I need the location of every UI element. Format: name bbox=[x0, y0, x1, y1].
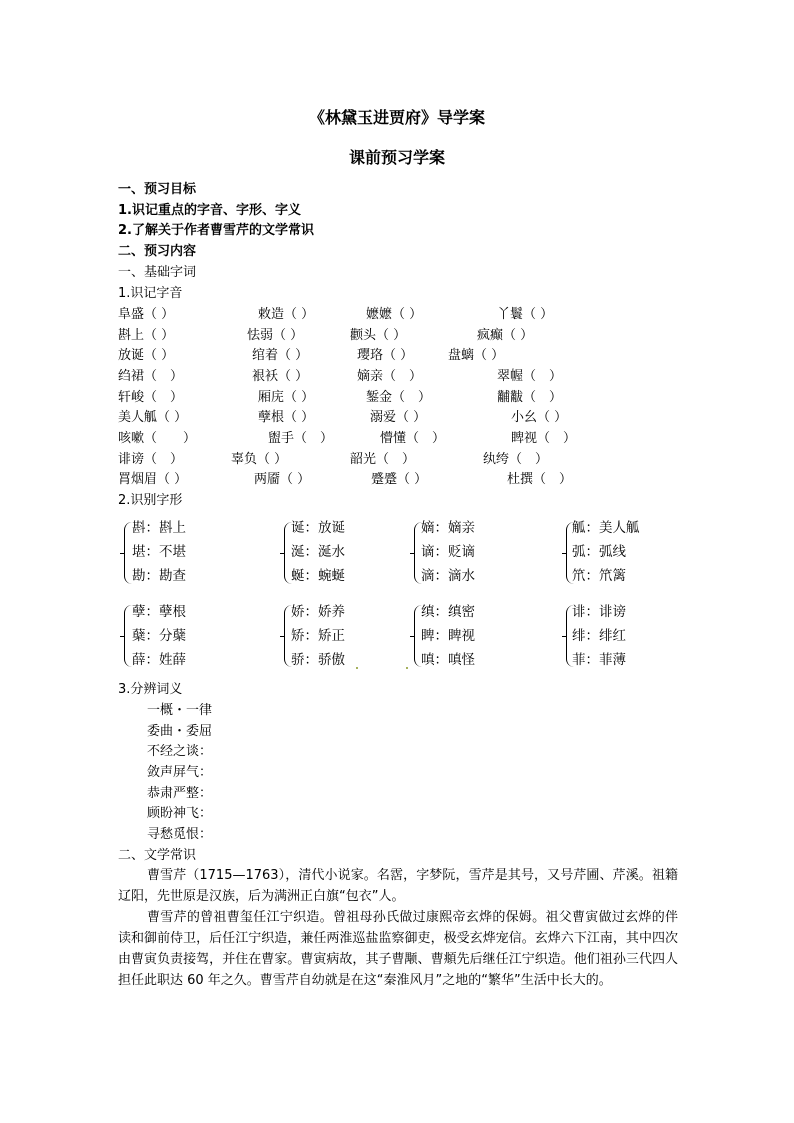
pron-cell: 阜盛（ ） bbox=[118, 307, 175, 322]
pron-cell: 盘螭（ ） bbox=[448, 348, 505, 363]
pron-cell: 怯弱（ ） bbox=[247, 328, 304, 343]
form-item: 孽：孽根 bbox=[132, 604, 186, 620]
pron-cell: 绉裙（ ） bbox=[118, 369, 184, 384]
pron-cell: 嬷嬷（ ） bbox=[366, 307, 423, 322]
form-item: 滴：滴水 bbox=[421, 568, 475, 584]
pron-cell: 璎珞（ ） bbox=[357, 348, 414, 363]
pron-cell: 翠幄（ ） bbox=[497, 369, 563, 384]
word-item: 委曲・委屈 bbox=[147, 724, 213, 739]
pron-cell: 斟上（ ） bbox=[118, 328, 175, 343]
form-item: 觚：美人觚 bbox=[572, 520, 640, 536]
form-item: 蜒：蜿蜒 bbox=[291, 568, 345, 584]
pron-cell: 錾金（ ） bbox=[366, 390, 432, 405]
pron-cell: 两靥（ ） bbox=[254, 472, 311, 487]
form-item: 诽：诽谤 bbox=[572, 604, 626, 620]
heading-word-meaning: 3.分辨词义 bbox=[118, 682, 183, 697]
heading-content: 二、预习内容 bbox=[118, 244, 197, 259]
heading-character-forms: 2.识别字形 bbox=[118, 493, 183, 508]
paragraph-family: 曹雪芹的曾祖曹玺任江宁织造。曾祖母孙氏做过康熙帝玄烨的保姆。祖父曹寅做过玄烨的伴读和御前侍卫，后任江宁织造，兼任两淮巡盐监察御吏，极受玄烨宠信。玄烨六下江南，其中四次由曹寅负责接驾，并住在曹家。曹寅病故，其子曹颙、曹頫先后继任江宁织造。他们祖孙三代四人担任此职达 60 年之久。曹雪芹自幼就是在这“秦淮风月”之地的“繁华”生活中长大的。 bbox=[118, 910, 678, 988]
form-item: 嗔：嗔怪 bbox=[421, 652, 475, 668]
scan-speck bbox=[356, 667, 358, 669]
form-item: 绯：绯红 bbox=[572, 628, 626, 644]
pron-cell: 嫡亲（ ） bbox=[357, 369, 423, 384]
form-item: 矫：矫正 bbox=[291, 628, 345, 644]
form-item: 骄：骄傲 bbox=[291, 652, 345, 668]
pron-cell: 疯癫（ ） bbox=[477, 328, 534, 343]
word-item: 敛声屏气： bbox=[147, 765, 213, 780]
form-item: 斟：斟上 bbox=[132, 520, 186, 536]
heading-literary-knowledge: 二、文学常识 bbox=[118, 848, 197, 863]
pron-cell: 杜撰（ ） bbox=[507, 472, 573, 487]
pron-cell: 放诞（ ） bbox=[118, 348, 175, 363]
goal-2: 2.了解关于作者曹雪芹的文学常识 bbox=[118, 223, 314, 238]
pron-cell: 睥视（ ） bbox=[511, 431, 577, 446]
form-item: 诞：放诞 bbox=[291, 520, 345, 536]
pron-cell: 敕造（ ） bbox=[258, 307, 315, 322]
form-item: 缜：缜密 bbox=[421, 604, 475, 620]
word-item: 一概・一律 bbox=[147, 703, 213, 718]
form-item: 嫡：嫡亲 bbox=[421, 520, 475, 536]
form-item: 娇：娇养 bbox=[291, 604, 345, 620]
pron-cell: 纨绔（ ） bbox=[483, 452, 549, 467]
brace bbox=[124, 605, 132, 667]
form-item: 勘：勘查 bbox=[132, 568, 186, 584]
pron-cell: 罥烟眉（ ） bbox=[118, 472, 188, 487]
pron-cell: 裉袄（ ） bbox=[252, 369, 309, 384]
pron-cell: 辜负（ ） bbox=[231, 452, 288, 467]
pron-cell: 韶光（ ） bbox=[350, 452, 416, 467]
pron-cell: 美人觚（ ） bbox=[118, 410, 188, 425]
word-item: 寻愁觅恨： bbox=[147, 827, 213, 842]
form-item: 堪：不堪 bbox=[132, 544, 186, 560]
form-item: 笊：笊篱 bbox=[572, 568, 626, 584]
pron-cell: 丫鬟（ ） bbox=[497, 307, 554, 322]
scan-speck bbox=[406, 667, 408, 669]
form-item: 弧：弧线 bbox=[572, 544, 626, 560]
pron-cell: 轩峻（ ） bbox=[118, 390, 184, 405]
heading-pronunciation: 1.识记字音 bbox=[118, 286, 183, 301]
pron-cell: 绾着（ ） bbox=[252, 348, 309, 363]
paragraph-biography: 曹雪芹（1715—1763），清代小说家。名霑，字梦阮，雪芹是其号，又号芹圃、芹溪。祖籍辽阳，先世原是汉族，后为满洲正白旗“包衣”人。 bbox=[118, 868, 678, 904]
document-subtitle: 课前预习学案 bbox=[348, 148, 445, 167]
pron-cell: 懵懂（ ） bbox=[380, 431, 446, 446]
form-item: 薛：姓薛 bbox=[132, 652, 186, 668]
brace bbox=[124, 522, 132, 584]
pron-cell: 孽根（ ） bbox=[258, 410, 315, 425]
pron-cell: 盥手（ ） bbox=[268, 431, 334, 446]
word-item: 顾盼神飞： bbox=[147, 806, 213, 821]
form-item: 菲：菲薄 bbox=[572, 652, 626, 668]
pron-cell: 诽谤（ ） bbox=[118, 452, 184, 467]
word-item: 不经之谈： bbox=[147, 744, 213, 759]
pron-cell: 蹙蹙（ ） bbox=[371, 472, 428, 487]
pron-cell: 颧头（ ） bbox=[350, 328, 407, 343]
pron-cell: 咳嗽（ ） bbox=[118, 431, 197, 446]
form-item: 睥：睥视 bbox=[421, 628, 475, 644]
document-title: 《林黛玉进贾府》导学案 bbox=[308, 108, 485, 127]
goal-1: 1.识记重点的字音、字形、字义 bbox=[118, 203, 301, 218]
pron-cell: 小幺（ ） bbox=[511, 410, 568, 425]
pron-cell: 黼黻（ ） bbox=[497, 390, 563, 405]
word-item: 恭肃严整： bbox=[147, 786, 213, 801]
heading-basic-words: 一、基础字词 bbox=[118, 265, 197, 280]
heading-goals: 一、预习目标 bbox=[118, 182, 197, 197]
form-item: 蘖：分蘖 bbox=[132, 628, 186, 644]
form-item: 谪：贬谪 bbox=[421, 544, 475, 560]
pron-cell: 溺爱（ ） bbox=[370, 410, 427, 425]
pron-cell: 厢庑（ ） bbox=[258, 390, 315, 405]
form-item: 涎：涎水 bbox=[291, 544, 345, 560]
